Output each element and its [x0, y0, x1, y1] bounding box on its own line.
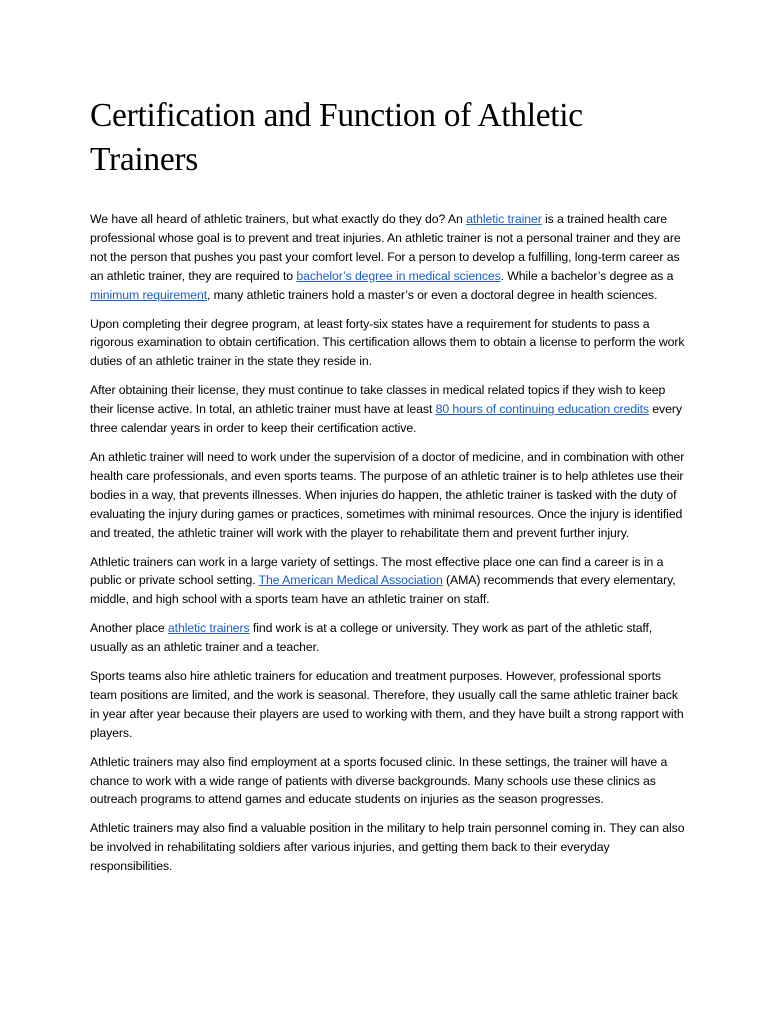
- paragraph: [90, 315, 690, 372]
- document-body: [90, 210, 690, 876]
- hyperlink[interactable]: 80 hours of continuing education credits: [435, 402, 649, 417]
- paragraph-text: every three calendar years in order to keep their certification active.: [90, 402, 682, 436]
- paragraph-text: Athletic trainers can work in a large variety of settings. The most effective place one can find a career is in a public or private school setting.: [90, 554, 664, 588]
- hyperlink[interactable]: athletic trainers: [167, 621, 250, 636]
- paragraph-text: is a trained health care professional whose goal is to prevent and treat injuries. An athletic trainer is not a personal trainer and they are not the person that pushes you past your comfort level. For a person to develop a fulfilling, long-term career as an athletic trainer, they are required to: [90, 212, 681, 283]
- paragraph: [90, 381, 690, 438]
- paragraph-text: Sports teams also hire athletic trainers for education and treatment purposes. However, professional sports team positions are limited, and the work is seasonal. Therefore, they usually call the same athletic trainer back in year after year because their players are used to working with them, and they have built a strong rapport with players.: [90, 669, 684, 740]
- hyperlink[interactable]: The American Medical Association: [258, 573, 443, 588]
- paragraph: [90, 553, 690, 610]
- hyperlink[interactable]: bachelor’s degree in medical sciences: [296, 268, 501, 283]
- document-page: [90, 94, 690, 886]
- hyperlink[interactable]: athletic trainer: [466, 212, 542, 226]
- paragraph: [90, 619, 690, 657]
- hyperlink[interactable]: minimum requirement: [90, 287, 208, 302]
- paragraph-text: . While a bachelor’s degree as a: [500, 268, 674, 283]
- paragraph-text: (AMA) recommends that every elementary, middle, and high school with a sports team have an athletic trainer on staff.: [90, 573, 676, 607]
- paragraph-text: find work is at a college or university. They work as part of the athletic staff, usually as an athletic trainer and a teacher.: [90, 621, 653, 655]
- paragraph: [90, 210, 690, 305]
- paragraph: [90, 753, 690, 810]
- paragraph-text: Another place: [90, 621, 168, 636]
- paragraph-text: Upon completing their degree program, at least forty-six states have a requirement for students to pass a rigorous examination to obtain certification. This certification allows them to obtain a license to perform the work duties of an athletic trainer in the state they reside in.: [90, 316, 685, 369]
- paragraph: [90, 667, 690, 743]
- paragraph: [90, 448, 690, 543]
- paragraph-text: We have all heard of athletic trainers, but what exactly do they do? An: [90, 212, 467, 226]
- paragraph-text: Athletic trainers may also find a valuable position in the military to help train personnel coming in. They can also be involved in rehabilitating soldiers after various injuries, and getting them back to their everyday responsibilities.: [90, 821, 685, 874]
- paragraph: [90, 819, 690, 876]
- document-title: Certification and Function of Athletic Trainers: [90, 97, 583, 178]
- paragraph-text: , many athletic trainers hold a master’s or even a doctoral degree in health sciences.: [207, 287, 658, 302]
- paragraph-text: An athletic trainer will need to work under the supervision of a doctor of medicine, and in combination with other health care professionals, and even sports teams. The purpose of an athletic trainer is to help athletes use their bodies in a way, that prevents illnesses. When injuries do happen, the athletic trainer is tasked with the duty of evaluating the injury during games or practices, sometimes with minimal resources. Once the injury is identified and treated, the athletic trainer will work with the player to rehabilitate them and prevent further injury.: [90, 449, 685, 540]
- paragraph-text: After obtaining their license, they must continue to take classes in medical related topics if they wish to keep their license active. In total, an athletic trainer must have at least: [90, 383, 666, 417]
- paragraph-text: Athletic trainers may also find employment at a sports focused clinic. In these settings, the trainer will have a chance to work with a wide range of patients with diverse backgrounds. Many schools use these clinics as outreach programs to attend games and educate students on injuries as the season progresses.: [90, 754, 668, 807]
